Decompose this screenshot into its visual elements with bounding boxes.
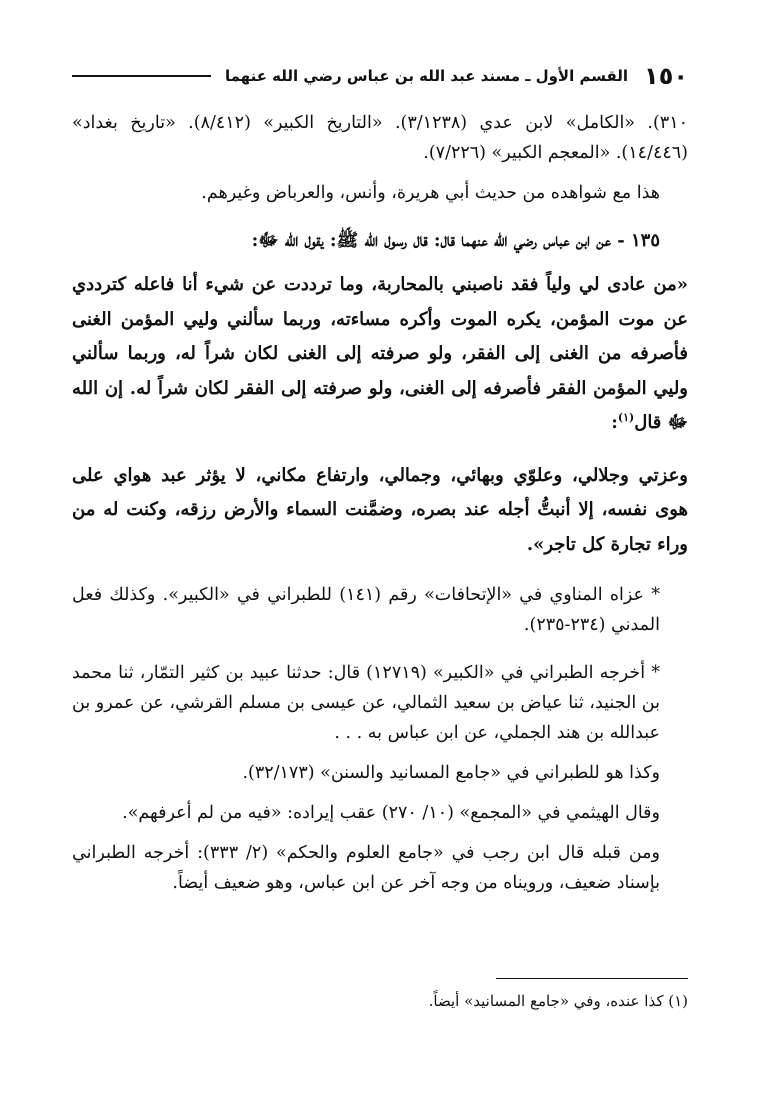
page-number: ١٥٠ [644, 62, 688, 90]
haythami-note: وقال الهيثمي في «المجمع» (١٠/ ٢٧٠) عقب إيراده: «فيه من لم أعرفهم». [122, 803, 660, 823]
page-body [72, 108, 688, 908]
footnotes [72, 978, 688, 1013]
footnote-ref: (١) [617, 411, 635, 424]
tabarani-takhrij: * أخرجه الطبراني في «الكبير» (١٢٧١٩) قال: حدثنا عبيد بن كثير التمّار، ثنا محمد بن الجنيد، ثنا عياض بن سعيد الثمالي، عن عيسى بن مسلم القرشي، عن عمرو بن عبدالله بن هند الجملي، عن ابن عباس به . . . [72, 663, 660, 743]
hadith-text-part1-colon: : [611, 412, 618, 433]
hadith-text-part1 [72, 268, 688, 441]
header-rule [72, 75, 211, 77]
hadith-heading: ١٣٥ - عن ابن عباس رضي الله عنهما قال: قال رسول الله ﷺ: يقول الله ﷻ: [251, 230, 660, 251]
citations-continued: ٣١٠). «الكامل» لابن عدي (٣/١٢٣٨). «التاريخ الكبير» (٨/٤١٢). «تاريخ بغداد» (١٤/٤٤٦). «المعجم الكبير» (٧/٢٢٦). [72, 113, 688, 163]
hadith-text-part1-body: «من عادى لي ولياً فقد ناصبني بالمحاربة، وما ترددت عن شيء أنا فاعله كترددي عن موت المؤمن، يكره الموت وأكره مساءته، وربما سألني وليي المؤمن الغنى فأصرفه من الغنى إلى الفقر، ولو صرفته إلى الغنى لكان شراً له، وربما سألني وليي المؤمن الفقر فأصرفه إلى الغنى، ولو صرفته إلى الفقر لكان شراً له. إن الله ﷻ قال [72, 274, 688, 433]
footnote-1: (١) كذا عنده، وفي «جامع المسانيد» أيضاً. [428, 992, 688, 1010]
hadith-text-part2: وعزتي وجلالي، وعلوّي وبهائي، وجمالي، وارتفاع مكاني، لا يؤثر عبد هواي على هوى نفسه، إلا أنبتُّ أجله عند بصره، وضمَّنت السماء والأرض رزقه، وكنت له من وراء تجارة كل تاجر». [72, 464, 688, 555]
footnote-rule [496, 978, 688, 979]
manawi-note: * عزاه المناوي في «الإتحافات» رقم (١٤١) للطبراني في «الكبير». وكذلك فعل المدني (٢٣٤-٢٣٥). [72, 585, 660, 635]
running-title: القسم الأول ـ مسند عبد الله بن عباس رضي الله عنهما [224, 67, 629, 85]
jami-masanid-note: وكذا هو للطبراني في «جامع المسانيد والسنن» (٣٢/١٧٣). [242, 763, 660, 783]
ibn-rajab-note: ومن قبله قال ابن رجب في «جامع العلوم والحكم» (٢/ ٣٣٣): أخرجه الطبراني بإسناد ضعيف، ورويناه من وجه آخر عن ابن عباس، وهو ضعيف أيضاً. [72, 843, 660, 893]
page-header [72, 58, 688, 94]
witnesses-note: هذا مع شواهده من حديث أبي هريرة، وأنس، والعرباض وغيرهم. [201, 183, 660, 203]
